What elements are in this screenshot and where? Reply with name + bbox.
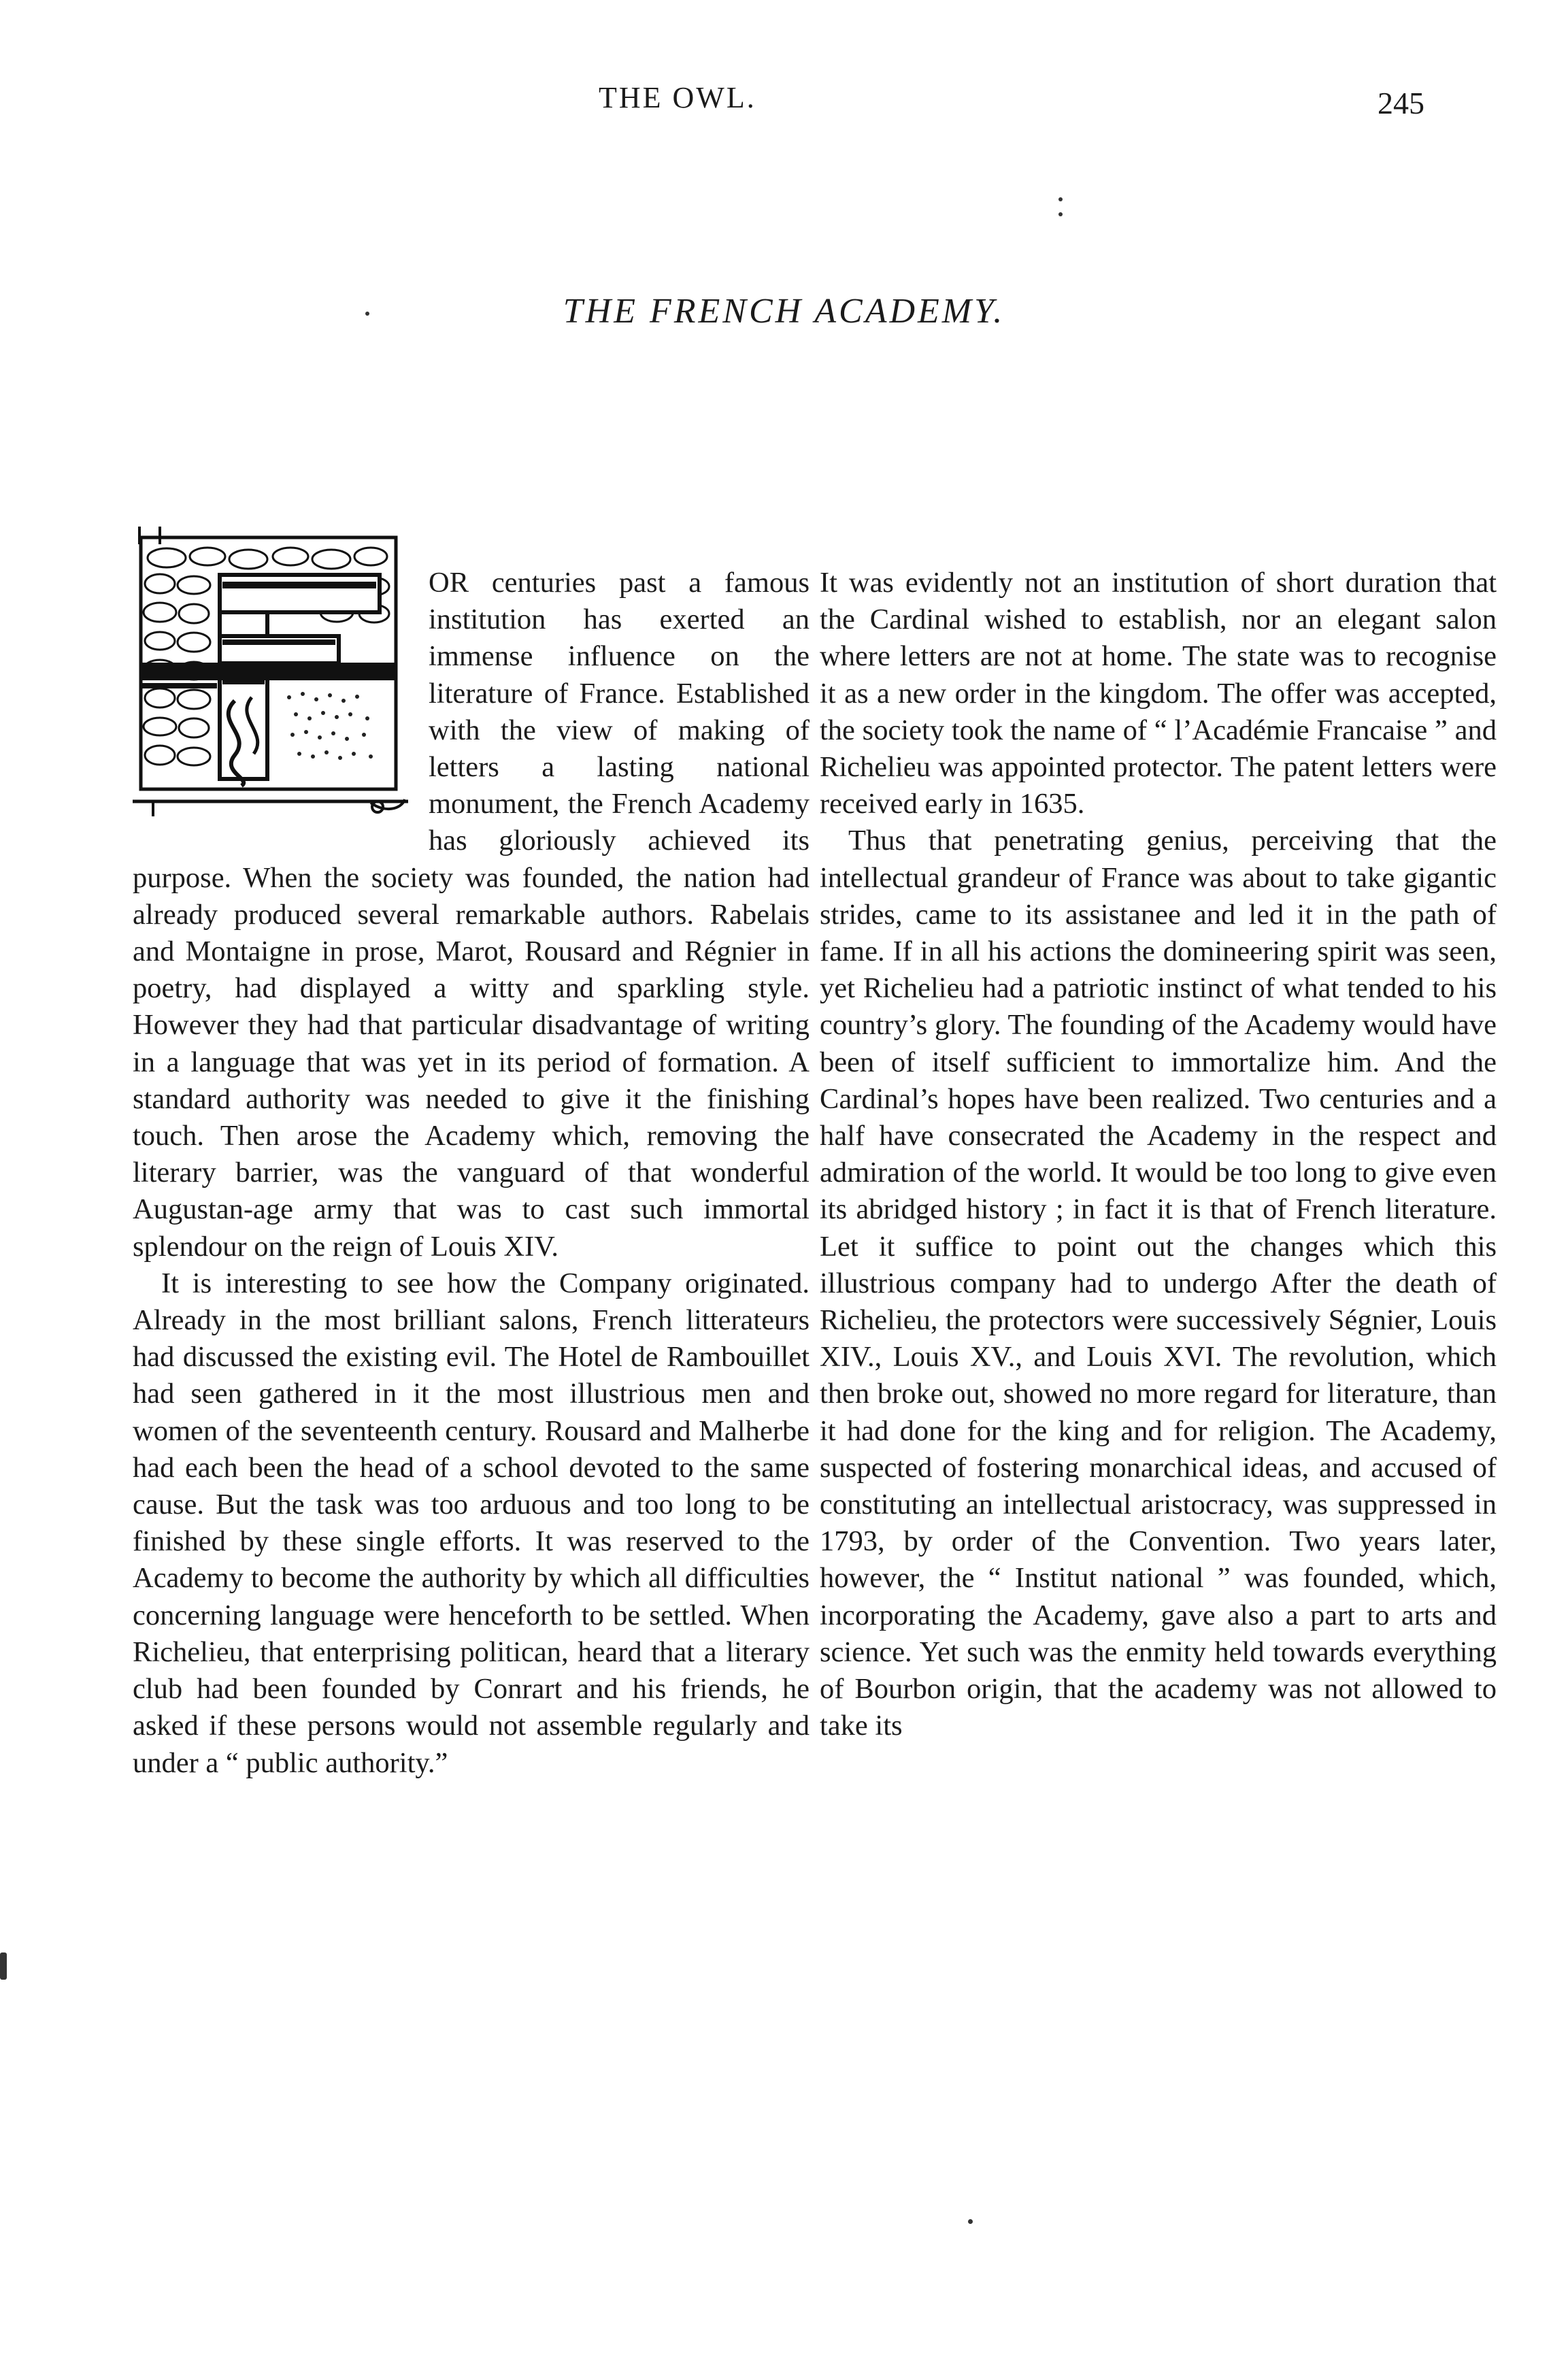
running-head: THE OWL.: [599, 81, 756, 114]
print-speck: [1058, 197, 1063, 201]
paragraph: Thus that penetrating genius, perceiving that the intellectual grandeur of France was about to take gigantic strides, came to its assistanee and led it in the path of fame. If in all his actions the domineering spirit was seen, yet Richelieu had a patriotic instinct of what tended to his country’s glory. The founding of the Academy would have been of itself sufficient to immortalize him. And the Cardinal’s hopes have been realized. Two centuries and a half have consecrated the Academy in the respect and admiration of the world. It would be too long to give even its abridged history ; in fact it is that of French literature. Let it suffice to point out the changes which this illustrious company had to undergo After the death of Richelieu, the protectors were successively Ségnier, Louis XIV., Louis XV., and Louis XVI. The revolution, which then broke out, showed no more regard for literature, than it had done for the king and for religion. The Academy, suspected of fostering monarchical ideas, and accused of constituting an intellectual aristocracy, was suppressed in 1793, by order of the Convention. Two years later, however, the “ Institut national ” was founded, which, incorporating the Academy, gave also a part to arts and science. Yet such was the enmity held towards everything of Bourbon origin, that the academy was not allowed to take its: [820, 825, 1497, 1742]
print-speck: [365, 312, 369, 316]
print-speck: [0, 1952, 7, 1980]
drop-cap-f-ornament: [133, 517, 408, 831]
right-column: [820, 565, 1497, 1745]
article-title: THE FRENCH ACADEMY.: [563, 292, 1005, 331]
print-speck: [1058, 212, 1063, 216]
paragraph: It is interesting to see how the Company originated. Already in the most brilliant salons, French litterateurs had discussed the existing evil. The Hotel de Rambouillet had seen gathered in it the most illustrious men and women of the seventeenth century. Rousard and Malherbe had each been the head of a school devoted to the same cause. But the task was too arduous and too long to be finished by these single efforts. It was reserved to the Academy to become the authority by which all difficulties concerning language were henceforth to be settled. When Richelieu, that enterprising politican, heard that a literary club had been founded by Conrart and his friends, he asked if these persons would not assemble regularly and under a “ public authority.”: [133, 1267, 810, 1779]
page-number: 245: [1378, 86, 1424, 120]
paragraph: OR centuries past a famous institution has exerted an immense influence on the literature of France. Established with the view of making of letters a lasting national monument, the French Academy has gloriously achieved its purpose. When the society was founded, the nation had already produced several remarkable authors. Rabelais and Montaigne in prose, Marot, Rousard and Régnier in poetry, had displayed a witty and sparkling style. However they had that particular disadvantage of writing in a language that was yet in its period of formation. A standard authority was needed to give it the finishing touch. Then arose the Academy which, removing the literary barrier, was the vanguard of that wonderful Augustan-age army that was to cast such immortal splendour on the reign of Louis XIV.: [133, 567, 810, 1263]
print-speck: [968, 2219, 973, 2224]
left-column: [133, 565, 810, 1782]
paragraph: It was evidently not an institution of short duration that the Cardinal wished to establish, nor an elegant salon where letters are not at home. The state was to recognise it as a new order in the kingdom. The offer was accepted, the society took the name of “ l’Académie Francaise ” and Richelieu was appointed protector. The patent letters were received early in 1635.: [820, 567, 1497, 820]
